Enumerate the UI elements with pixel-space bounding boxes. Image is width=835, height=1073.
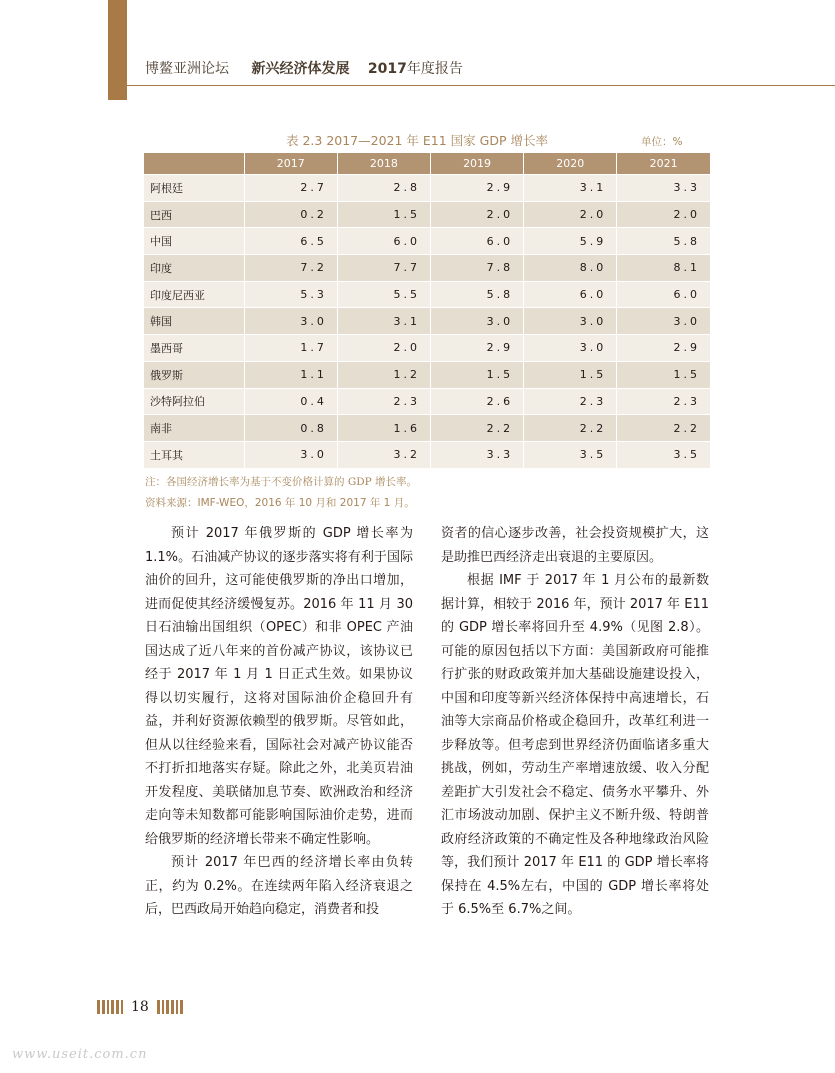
country-cell: 韩国	[144, 308, 244, 335]
growth-value-cell: 3.0	[244, 441, 337, 467]
growth-value-cell: 1.6	[337, 415, 430, 442]
country-cell: 中国	[144, 228, 244, 255]
growth-value-cell: 1.5	[430, 361, 523, 388]
growth-value-cell: 3.1	[524, 175, 617, 202]
column-header-year: 2018	[337, 153, 430, 175]
growth-value-cell: 2.9	[617, 335, 710, 362]
country-cell: 俄罗斯	[144, 361, 244, 388]
table-row	[144, 388, 710, 415]
growth-value-cell: 7.8	[430, 255, 523, 282]
growth-value-cell: 5.5	[337, 281, 430, 308]
growth-value-cell: 2.6	[430, 388, 523, 415]
growth-value-cell: 1.5	[337, 201, 430, 228]
column-header-year: 2019	[430, 153, 523, 175]
growth-value-cell: 0.2	[244, 201, 337, 228]
growth-value-cell: 5.9	[524, 228, 617, 255]
growth-value-cell: 5.3	[244, 281, 337, 308]
growth-value-cell: 6.0	[617, 281, 710, 308]
growth-value-cell: 1.1	[244, 361, 337, 388]
country-cell: 土耳其	[144, 441, 244, 467]
table-unit: 单位：%	[641, 136, 683, 148]
header-divider	[127, 85, 835, 86]
table-header-row	[144, 153, 710, 175]
header-year: 2017	[367, 61, 407, 77]
growth-value-cell: 2.9	[430, 175, 523, 202]
page-footer	[97, 997, 183, 1017]
footer-ornament-left	[97, 1000, 123, 1014]
paragraph-brazil-cont: 资者的信心逐步改善，社会投资规模扩大，这是助推巴西经济走出衰退的主要原因。	[441, 526, 709, 565]
growth-value-cell: 6.5	[244, 228, 337, 255]
growth-value-cell: 2.9	[430, 335, 523, 362]
table-source: 资料来源：IMF-WEO，2016 年 10 月和 2017 年 1 月。	[145, 497, 415, 509]
page-number: 18	[131, 999, 149, 1015]
growth-value-cell: 2.0	[430, 201, 523, 228]
growth-value-cell: 1.5	[524, 361, 617, 388]
body-column-left	[145, 522, 413, 922]
growth-value-cell: 3.0	[244, 308, 337, 335]
growth-value-cell: 8.0	[524, 255, 617, 282]
growth-value-cell: 8.1	[617, 255, 710, 282]
column-header-country	[144, 153, 244, 175]
table-row	[144, 308, 710, 335]
growth-value-cell: 3.0	[524, 308, 617, 335]
growth-value-cell: 3.0	[430, 308, 523, 335]
column-header-year: 2020	[524, 153, 617, 175]
growth-value-cell: 2.0	[524, 201, 617, 228]
growth-value-cell: 6.0	[524, 281, 617, 308]
growth-value-cell: 2.8	[337, 175, 430, 202]
header-org: 博鳌亚洲论坛	[145, 61, 229, 77]
growth-value-cell: 2.2	[617, 415, 710, 442]
growth-value-cell: 2.2	[430, 415, 523, 442]
header-accent-bar	[108, 0, 127, 100]
growth-value-cell: 2.3	[337, 388, 430, 415]
growth-value-cell: 5.8	[617, 228, 710, 255]
country-cell: 印度	[144, 255, 244, 282]
growth-value-cell: 6.0	[337, 228, 430, 255]
country-cell: 南非	[144, 415, 244, 442]
table-body	[144, 175, 710, 468]
growth-value-cell: 2.0	[617, 201, 710, 228]
table-row	[144, 255, 710, 282]
growth-value-cell: 3.0	[524, 335, 617, 362]
growth-value-cell: 6.0	[430, 228, 523, 255]
growth-value-cell: 3.2	[337, 441, 430, 467]
header-report: 年度报告	[406, 61, 463, 77]
growth-value-cell: 1.5	[617, 361, 710, 388]
growth-value-cell: 3.3	[430, 441, 523, 467]
table-row	[144, 175, 710, 202]
country-cell: 阿根廷	[144, 175, 244, 202]
table-caption: 表 2.3 2017—2021 年 E11 国家 GDP 增长率	[286, 133, 548, 148]
paragraph-russia: 预计 2017 年俄罗斯的 GDP 增长率为 1.1%。石油减产协议的逐步落实将有利于国际油价的回升，这可能使俄罗斯的净出口增加，进而促使其经济缓慢复苏。2016 年 11 月 30 日石油输出国组织（OPEC）和非 OPEC 产油国达成了近八年来的首份减产协议，该协议已经于 2017 年 1 月 1 日正式生效。如果协议得以切实履行，这将对国际油价企稳回升有益，并利好资源依赖型的俄罗斯。尽管如此，但从以往经验来看，国际社会对减产协议能否不打折扣地落实存疑。除此之外，北美页岩油开发程度、美联储加息节奏、欧洲政治和经济走向等未知数都可能影响国际油价走势，进而给俄罗斯的经济增长带来不确定性影响。	[145, 526, 413, 847]
header-topic: 新兴经济体发展	[251, 61, 350, 77]
column-header-year: 2021	[617, 153, 710, 175]
growth-value-cell: 3.3	[617, 175, 710, 202]
country-cell: 巴西	[144, 201, 244, 228]
body-column-right	[441, 522, 709, 922]
paragraph-brazil: 预计 2017 年巴西的经济增长率由负转正，约为 0.2%。在连续两年陷入经济衰退之后，巴西政局开始趋向稳定，消费者和投	[145, 855, 413, 917]
column-header-year: 2017	[244, 153, 337, 175]
country-cell: 墨西哥	[144, 335, 244, 362]
country-cell: 印度尼西亚	[144, 281, 244, 308]
running-header	[145, 58, 463, 78]
growth-value-cell: 2.3	[524, 388, 617, 415]
table-row	[144, 361, 710, 388]
growth-value-cell: 3.1	[337, 308, 430, 335]
growth-value-cell: 0.8	[244, 415, 337, 442]
table-row	[144, 335, 710, 362]
growth-value-cell: 2.0	[337, 335, 430, 362]
growth-value-cell: 3.5	[524, 441, 617, 467]
table-note: 注：各国经济增长率为基于不变价格计算的 GDP 增长率。	[145, 476, 418, 488]
growth-value-cell: 3.5	[617, 441, 710, 467]
growth-value-cell: 7.7	[337, 255, 430, 282]
growth-value-cell: 3.0	[617, 308, 710, 335]
growth-value-cell: 1.2	[337, 361, 430, 388]
growth-value-cell: 7.2	[244, 255, 337, 282]
watermark-text: www.useit.com.cn	[12, 1047, 148, 1062]
growth-value-cell: 0.4	[244, 388, 337, 415]
gdp-growth-table	[144, 153, 710, 468]
country-cell: 沙特阿拉伯	[144, 388, 244, 415]
growth-value-cell: 2.2	[524, 415, 617, 442]
growth-value-cell: 5.8	[430, 281, 523, 308]
paragraph-e11-outlook: 根据 IMF 于 2017 年 1 月公布的最新数据计算，相较于 2016 年，预计 2017 年 E11 的 GDP 增长率将回升至 4.9%（见图 2.8）。可能的原因包括以下方面：美国新政府可能推行扩张的财政政策并加大基础设施建设投入，中国和印度等新兴经济体保持中高速增长，石油等大宗商品价格或企稳回升，改革红利进一步释放等。但考虑到世界经济仍面临诸多重大挑战，例如，劳动生产率增速放缓、收入分配差距扩大引发社会不稳定、债务水平攀升、外汇市场波动加剧、保护主义不断升级、特朗普政府经济政策的不确定性及各种地缘政治风险等，我们预计 2017 年 E11 的 GDP 增长率将保持在 4.5%左右，中国的 GDP 增长率将处于 6.5%至 6.7%之间。	[441, 573, 709, 917]
growth-value-cell: 2.3	[617, 388, 710, 415]
growth-value-cell: 1.7	[244, 335, 337, 362]
table-row	[144, 201, 710, 228]
table-row	[144, 228, 710, 255]
table-row	[144, 441, 710, 467]
table-row	[144, 415, 710, 442]
growth-value-cell: 2.7	[244, 175, 337, 202]
footer-ornament-right	[157, 1000, 183, 1014]
table-row	[144, 281, 710, 308]
